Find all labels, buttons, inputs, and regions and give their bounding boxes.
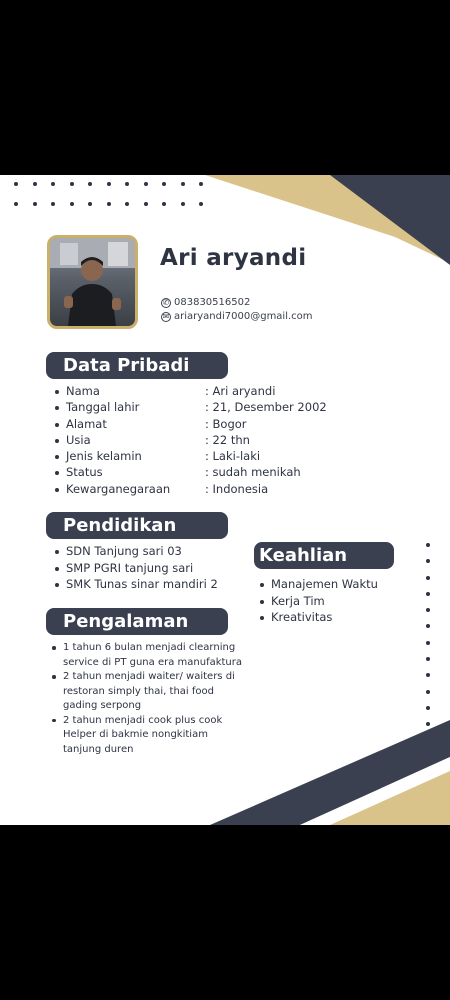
field-name: Nama : Ari aryandi <box>54 384 327 400</box>
field-nationality: Kewarganegaraan : Indonesia <box>54 482 327 498</box>
skill-item: Kreativitas <box>259 610 378 627</box>
phone-number: 083830516502 <box>174 297 251 308</box>
field-gender: Jenis kelamin : Laki-laki <box>54 449 327 465</box>
person-name: Ari aryandi <box>160 245 307 271</box>
profile-photo <box>47 235 138 329</box>
email-address: ariaryandi7000@gmail.com <box>174 311 313 322</box>
field-age: Usia : 22 thn <box>54 433 327 449</box>
cv-page <box>0 175 450 825</box>
section-heading-skills: Keahlian <box>254 542 394 569</box>
phone-icon: ✆ <box>162 297 170 307</box>
education-item: SMP PGRI tanjung sari <box>54 561 218 578</box>
skill-item: Manajemen Waktu <box>259 577 378 594</box>
email-icon: ✉ <box>162 311 170 321</box>
education-item: SDN Tanjung sari 03 <box>54 544 218 561</box>
experience-list <box>51 641 246 757</box>
experience-item: 1 tahun 6 bulan menjadi clearning service di PT guna era manufaktura <box>51 641 246 670</box>
skill-item: Kerja Tim <box>259 594 378 611</box>
experience-item: 2 tahun menjadi waiter/ waiters di restoran simply thai, thai food gading serpong <box>51 670 246 714</box>
email-contact <box>161 311 313 322</box>
personal-data-list <box>54 384 327 498</box>
section-heading-experience: Pengalaman <box>46 608 228 635</box>
field-birthdate: Tanggal lahir : 21, Desember 2002 <box>54 400 327 416</box>
education-list <box>54 544 218 594</box>
field-address: Alamat : Bogor <box>54 417 327 433</box>
section-heading-personal: Data Pribadi <box>46 352 228 379</box>
education-item: SMK Tunas sinar mandiri 2 <box>54 577 218 594</box>
phone-contact <box>161 297 250 308</box>
experience-item: 2 tahun menjadi cook plus cook Helper di bakmie nongkitiam tanjung duren <box>51 714 246 758</box>
skills-list <box>259 577 378 627</box>
field-status: Status : sudah menikah <box>54 465 327 481</box>
section-heading-education: Pendidikan <box>46 512 228 539</box>
